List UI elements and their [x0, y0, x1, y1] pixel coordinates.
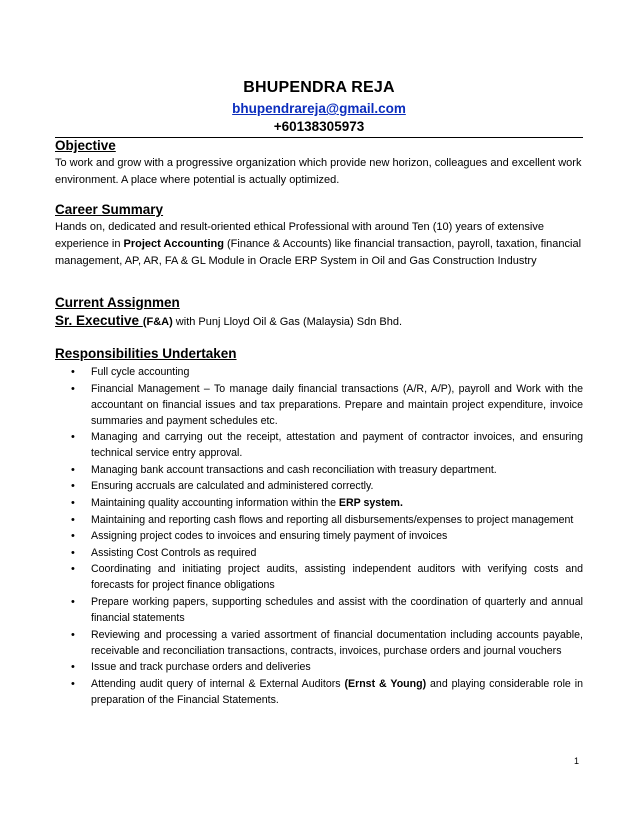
list-item-bold: (Ernst & Young) [344, 677, 427, 690]
list-item-text: Prepare working papers, supporting schedules and assist with the coordination of quarterly and annual financial statements [91, 595, 583, 624]
list-item-text: Assisting Cost Controls as required [91, 546, 257, 559]
list-item [55, 594, 583, 626]
list-item-text: Managing and carrying out the receipt, attestation and payment of contractor invoices, and ensuring technical service entry approval. [91, 431, 583, 460]
bullet-icon: • [71, 496, 75, 509]
career-summary-text-part-2: (Finance & Accounts) like financial transaction, payroll, taxation, financial management, AP, AR, FA & GL Module in Oracle ERP System in Oil and Gas Construction Industry [55, 238, 582, 267]
list-item [55, 512, 583, 528]
bullet-icon: • [71, 513, 75, 526]
list-item-text: Maintaining quality accounting information within the [91, 496, 339, 509]
bullet-icon: • [71, 431, 75, 444]
list-item [55, 659, 583, 675]
list-item-bold: ERP system. [338, 496, 403, 509]
list-item-text: Ensuring accruals are calculated and administered correctly. [91, 480, 374, 493]
candidate-name: BHUPENDRA REJA [243, 79, 395, 96]
list-item [55, 364, 583, 380]
responsibilities-heading: Responsibilities Undertaken [55, 346, 237, 361]
page-number: 1 [574, 756, 580, 766]
career-summary-highlight: Project Accounting [123, 238, 224, 250]
list-item [55, 462, 583, 478]
list-item-text: Full cycle accounting [91, 366, 190, 378]
list-item [55, 429, 583, 461]
list-item-text: Reviewing and processing a varied assortment of financial documentation including accounts payable, receivable and reconciliation transactions, contracts, invoices, purchase orders and journal vouchers [91, 628, 583, 657]
bullet-icon: • [71, 480, 75, 493]
current-assignment-line [55, 313, 402, 328]
list-item-text: Maintaining and reporting cash flows and reporting all disbursements/expenses to project management [91, 513, 574, 526]
list-item-text: Assigning project codes to invoices and ensuring timely payment of invoices [91, 530, 448, 543]
objective-text: To work and grow with a progressive organization which provide new horizon, colleagues and excellent work environment. A place where potential is actually optimized. [55, 157, 582, 186]
list-item [55, 627, 583, 659]
bullet-icon: • [71, 546, 75, 559]
bullet-icon: • [71, 628, 75, 641]
bullet-icon: • [71, 463, 75, 476]
bullet-icon: • [71, 366, 75, 378]
bullet-icon: • [71, 530, 75, 543]
current-assignment-heading: Current Assignmen [55, 295, 180, 310]
bullet-icon: • [71, 563, 75, 576]
list-item [55, 478, 583, 494]
list-item-text: Financial Management – To manage daily financial transactions (A/R, A/P), payroll and Work with the accountant on financial issues and tax preparations. Prepare and maintain project expenditure, invoice summaries and payment schedules etc. [91, 382, 583, 427]
list-item [55, 495, 583, 511]
company: with Punj Lloyd Oil & Gas (Malaysia) Sdn Bhd. [172, 316, 403, 328]
list-item-text: Issue and track purchase orders and deliveries [91, 661, 311, 674]
list-item-text: Managing bank account transactions and cash reconciliation with treasury department. [91, 463, 497, 476]
list-item [55, 381, 583, 429]
career-summary-text [55, 219, 587, 270]
list-item-text-tail: and playing considerable role in preparation of the Financial Statements. [91, 677, 583, 706]
bullet-icon: • [71, 382, 75, 395]
bullet-icon: • [71, 595, 75, 608]
list-item [55, 676, 583, 708]
header-divider [55, 137, 583, 138]
list-item [55, 545, 583, 561]
list-item [55, 528, 583, 544]
bullet-icon: • [71, 677, 75, 690]
department: (F&A) [142, 316, 173, 328]
list-item [55, 561, 583, 593]
bullet-icon: • [71, 661, 75, 674]
job-title: Sr. Executive [55, 313, 143, 328]
list-item-text: Coordinating and initiating project audits, assisting independent auditors with verifying costs and forecasts for project finance obligations [91, 563, 583, 592]
responsibilities-list [55, 364, 583, 708]
career-summary-heading: Career Summary [55, 202, 164, 217]
email-link[interactable]: bhupendrareja@gmail.com [232, 101, 406, 116]
phone-number: +60138305973 [273, 119, 365, 134]
objective-heading: Objective [55, 138, 116, 153]
career-summary-text-part-1: Hands on, dedicated and result-oriented ethical Professional with around Ten (10) years of extensive experience in [55, 221, 544, 250]
list-item-text: Attending audit query of internal & External Auditors [91, 677, 345, 690]
